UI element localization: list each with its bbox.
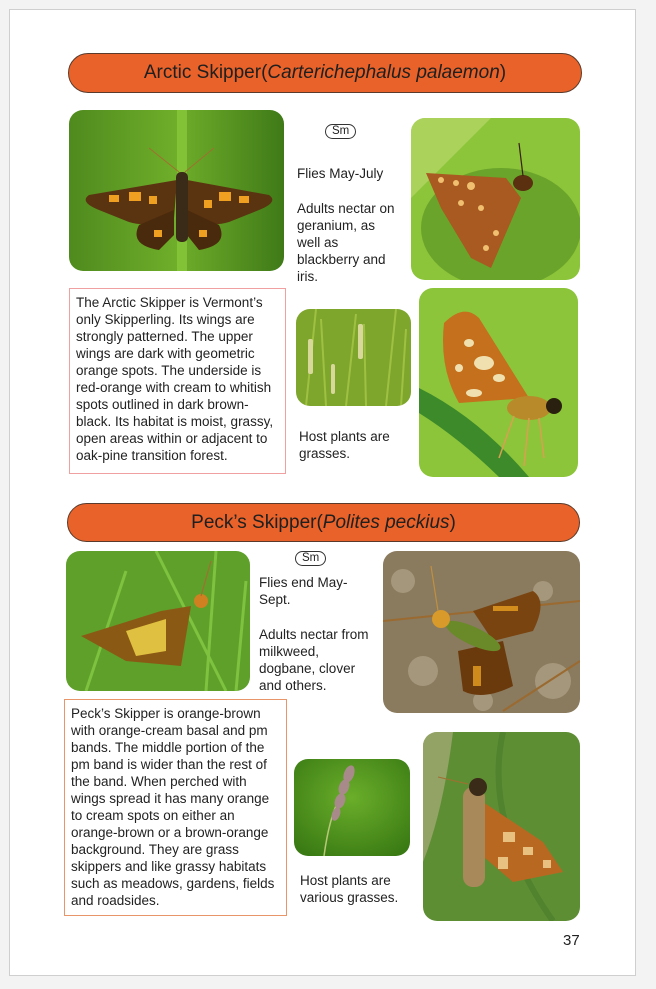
photo-pecks-skipper-on-leaf — [423, 732, 580, 921]
paren: ) — [449, 511, 456, 533]
photo-arctic-skipper-on-leaf — [411, 118, 580, 280]
guide-page — [9, 9, 636, 976]
flight-period: Flies May-July — [297, 166, 384, 181]
species-title-arctic-skipper — [68, 53, 582, 93]
common-name: Peck’s Skipper — [191, 511, 317, 533]
scientific-name: Polites peckius — [322, 511, 450, 533]
photo-pecks-skipper-in-grass — [66, 551, 250, 691]
page-number: 37 — [563, 932, 580, 949]
photo-arctic-skipper-dorsal — [69, 110, 284, 271]
size-badge: Sm — [295, 551, 326, 566]
paren: ( — [261, 62, 268, 83]
paren: ( — [316, 511, 323, 533]
host-plants: Host plants are grasses. — [299, 429, 390, 461]
species-description: The Arctic Skipper is Vermont’s only Skipperling. Its wings are strongly patterned. The upper wings are dark with geometric orange spots. The underside is red-orange with cream to whitish spots outlined in dark brown-black. Its habitat is moist, grassy, open areas within or adjacent to oak-pine transition forest. — [69, 288, 286, 474]
photo-host-plant-grass-spike — [294, 759, 410, 856]
photo-arctic-skipper-ventral — [419, 288, 578, 477]
species-title-pecks-skipper — [67, 503, 580, 542]
photo-pecks-skipper-on-sand — [383, 551, 580, 713]
common-name: Arctic Skipper — [143, 62, 262, 83]
size-badge: Sm — [325, 124, 356, 139]
scientific-name: Carterichephalus palaemon — [267, 62, 500, 83]
species-description: Peck’s Skipper is orange-brown with orange-cream basal and pm bands. The middle portion of the pm band is wider than the rest of the band. When perched with wings spread it has many orange to cream spots on either an orange-brown or a brown-orange background. They are grass skippers and like grassy habitats such as meadows, gardens, fields and roadsides. — [64, 699, 287, 916]
nectar-sources: Adults nectar from milkweed, dogbane, clover and others. — [259, 627, 369, 693]
paren: ) — [499, 62, 507, 83]
nectar-sources: Adults nectar on geranium, as well as blackberry and iris. — [297, 201, 395, 284]
flight-period: Flies end May-Sept. — [259, 575, 348, 607]
host-plants: Host plants are various grasses. — [300, 873, 399, 905]
photo-host-plant-grasses — [296, 309, 411, 406]
